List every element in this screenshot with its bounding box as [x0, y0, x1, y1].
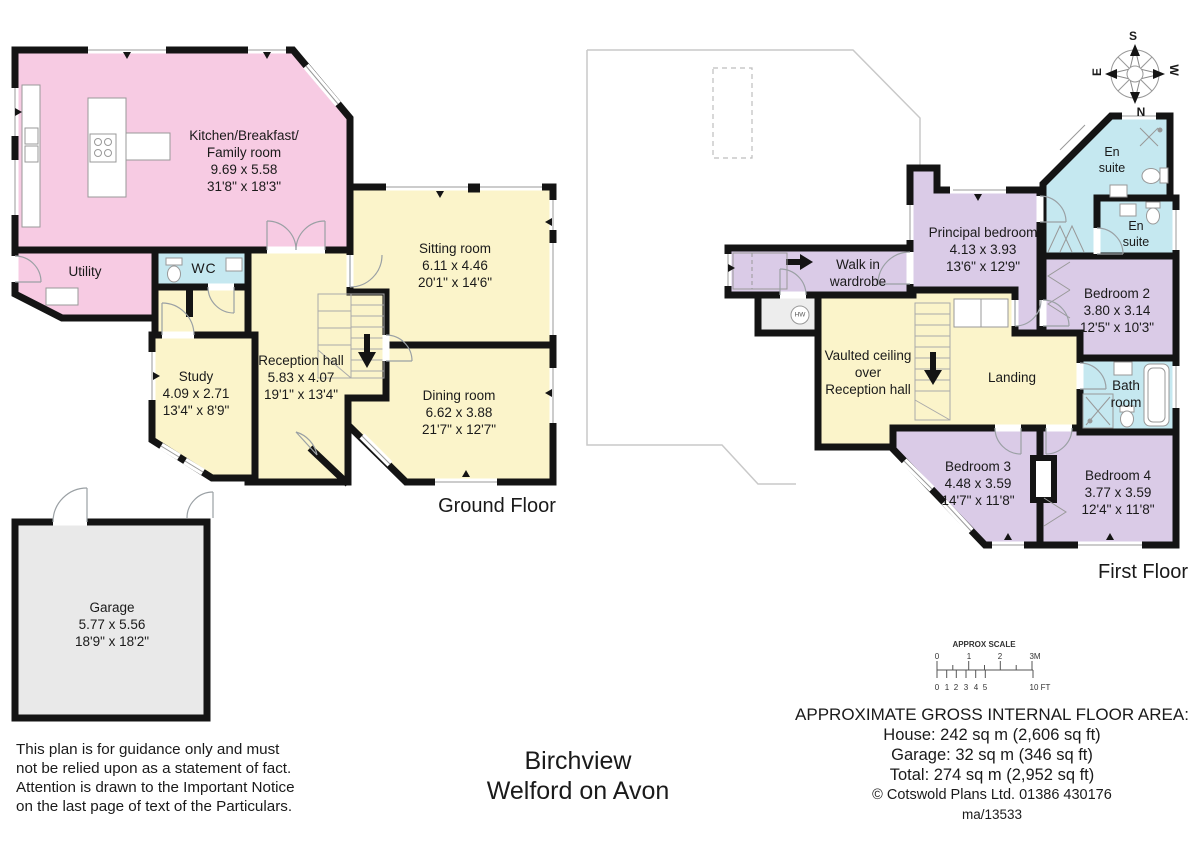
bathroom-toilet [1121, 411, 1134, 427]
chimney-nub [468, 184, 480, 193]
scale-metric-0: 0 [934, 652, 940, 661]
study-label: Study 4.09 x 2.71 13'4" x 8'9" [162, 369, 230, 418]
utility-label: Utility [68, 264, 102, 279]
hw-cylinder-label: HW [794, 311, 806, 319]
scale-metric-1: 1 [966, 652, 972, 661]
kitchen-breakfast-bar [126, 133, 170, 160]
area-heading: APPROXIMATE GROSS INTERNAL FLOOR AREA: [795, 705, 1189, 724]
compass-rose [1105, 44, 1165, 104]
scale-title: APPROX SCALE [952, 640, 1016, 649]
bedroom3-label: Bedroom 3 4.48 x 3.59 14'7" x 11'8" [941, 459, 1015, 508]
scale-metric-3: 3M [1029, 652, 1041, 661]
ensuite1-cistern [1160, 168, 1168, 183]
walk-in-wardrobe-label: Walk in wardrobe [829, 257, 887, 289]
bedroom2-label: Bedroom 2 3.80 x 3.14 12'5" x 10'3" [1079, 286, 1155, 335]
ensuite2-label: En suite [1122, 219, 1150, 249]
plan-reference: ma/13533 [961, 807, 1023, 822]
property-location: Welford on Avon [486, 777, 670, 805]
ensuite2-sink [1120, 204, 1136, 216]
bathroom-label: Bath room [1110, 378, 1142, 410]
scale-imperial-0: 0 [934, 683, 940, 692]
utility-appliance [46, 288, 78, 305]
wc-label: WC [191, 260, 217, 276]
area-garage: Garage: 32 sq m (346 sq ft) [891, 746, 1093, 764]
scale-imperial-4: 4 [973, 683, 979, 692]
scale-imperial-2: 2 [953, 683, 959, 692]
area-total: Total: 274 sq m (2,952 sq ft) [889, 766, 1095, 784]
bedroom-cupboard-alcove [952, 297, 1010, 330]
wc-toilet [168, 266, 181, 282]
kitchen-hob [90, 134, 116, 162]
scale-bar [937, 661, 1033, 678]
scale-imperial-3: 3 [963, 683, 969, 692]
area-house: House: 242 sq m (2,606 sq ft) [883, 726, 1101, 744]
property-title [487, 746, 670, 806]
copyright-line: © Cotswold Plans Ltd. 01386 430176 [872, 787, 1112, 803]
scale-imperial-1: 1 [944, 683, 950, 692]
kitchen-sink [25, 128, 38, 144]
first-floor-title: First Floor [1098, 561, 1188, 583]
landing-label: Landing [987, 370, 1037, 385]
scale-imperial-10ft: 10 FT [1029, 683, 1051, 692]
wc-sink [226, 258, 242, 271]
vaulted-ceiling-label: Vaulted ceiling over Reception hall [824, 348, 912, 397]
ensuite1-sink [1110, 185, 1127, 197]
ground-floor-title: Ground Floor [438, 495, 556, 517]
compass-south-label: S [1128, 29, 1138, 43]
scale-imperial-5: 5 [982, 683, 988, 692]
reception-hall-label: Reception hall 5.83 x 4.07 19'1" x 13'4" [258, 353, 344, 402]
room-kitchen-shape [15, 50, 350, 250]
hall-wall-stub [186, 287, 193, 317]
area-summary [795, 704, 1189, 824]
chimney-breast [1030, 455, 1057, 503]
ensuite2-cistern [1146, 202, 1160, 208]
principal-bedroom-label: Principal bedroom 4.13 x 3.93 13'6" x 12'9" [928, 225, 1038, 274]
room-utility-shape [15, 250, 155, 318]
bathroom-sink [1114, 362, 1132, 375]
sitting-room-label: Sitting room 6.11 x 4.46 20'1" x 14'6" [417, 241, 493, 290]
wc-cistern [166, 258, 182, 265]
garage-label: Garage 5.77 x 5.56 18'9" x 18'2" [74, 600, 150, 649]
property-name: Birchview [524, 747, 632, 775]
scale-metric-2: 2 [997, 652, 1003, 661]
compass-east-label: E [1090, 67, 1104, 77]
ensuite1-toilet [1142, 169, 1160, 184]
ensuite1-label: En suite [1098, 145, 1126, 175]
compass-north-label: N [1136, 105, 1146, 119]
compass-west-label: W [1167, 64, 1181, 76]
kitchen-label: Kitchen/Breakfast/ Family room 9.69 x 5.58 31'8" x 18'3" [189, 128, 299, 194]
dining-room-label: Dining room 6.62 x 3.88 21'7" x 12'7" [421, 388, 497, 437]
disclaimer-text: This plan is for guidance only and must not be relied upon as a statement of fact. Attention is drawn to the Important Notice on the last page of text of the Particulars. [16, 741, 295, 815]
bedroom4-label: Bedroom 4 3.77 x 3.59 12'4" x 11'8" [1081, 468, 1155, 517]
